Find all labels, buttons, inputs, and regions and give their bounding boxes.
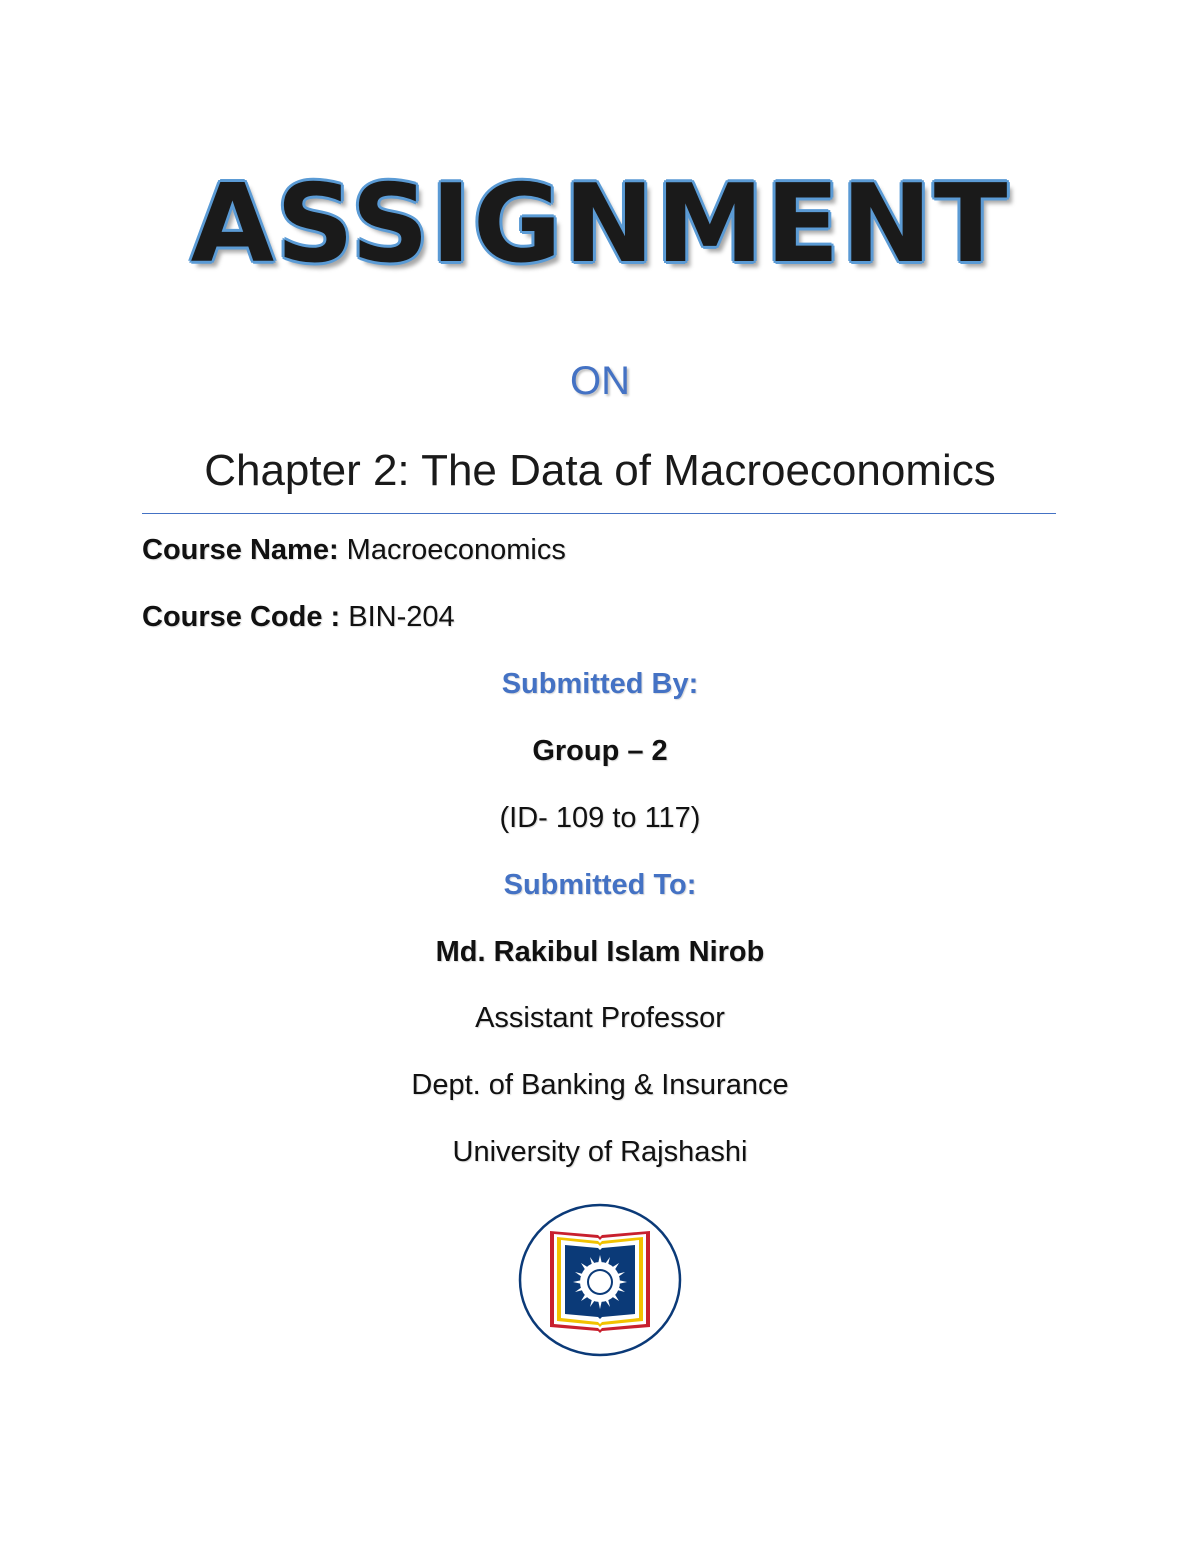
course-code-row <box>142 598 455 636</box>
course-code-label: Course Code : <box>142 601 341 633</box>
submitted-by-heading: Submitted By: <box>501 668 699 700</box>
group-name: Group – 2 <box>532 735 668 767</box>
course-name-row <box>142 531 566 569</box>
department-name: Dept. of Banking & Insurance <box>411 1069 789 1101</box>
course-code-value: BIN-204 <box>340 601 455 633</box>
submitted-to-heading: Submitted To: <box>503 869 697 901</box>
teacher-designation: Assistant Professor <box>475 1002 725 1034</box>
chapter-title: Chapter 2: The Data of Macroeconomics <box>204 446 996 495</box>
assignment-title: ASSIGNMENT <box>190 162 1010 287</box>
university-seal-icon <box>518 1203 682 1357</box>
university-name: University of Rajshashi <box>452 1136 748 1168</box>
course-name-label: Course Name: <box>142 534 339 566</box>
teacher-name: Md. Rakibul Islam Nirob <box>435 936 765 968</box>
divider-line <box>142 513 1056 514</box>
on-label: ON <box>570 359 630 403</box>
id-range: (ID- 109 to 117) <box>499 802 701 834</box>
course-name-value: Macroeconomics <box>338 534 566 566</box>
